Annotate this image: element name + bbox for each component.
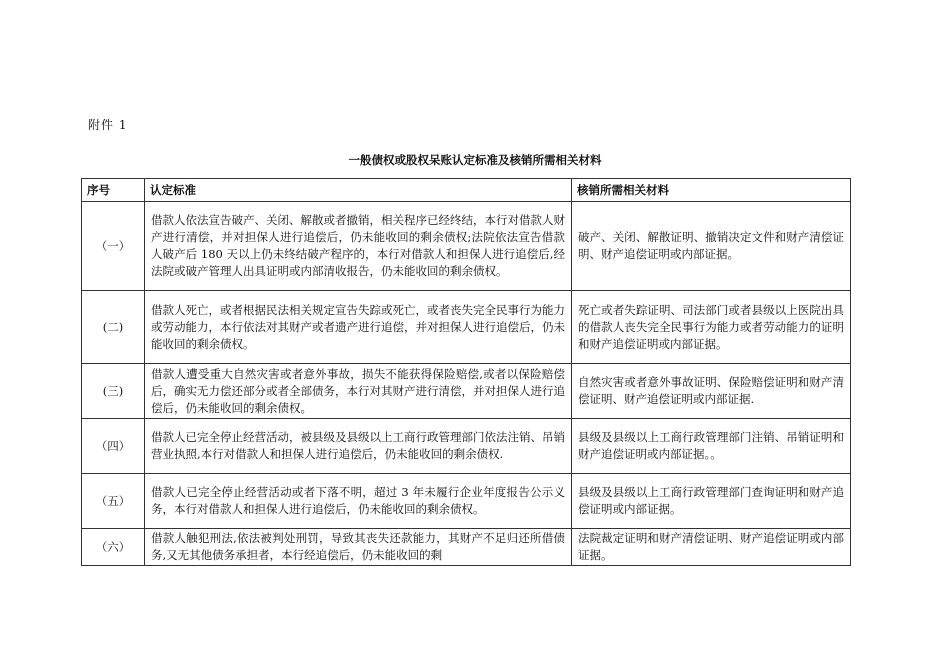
row-standard: 借款人依法宣告破产、关闭、解散或者撤销，相关程序已经终结，本行对借款人财产进行清偿，并对担保人进行追偿后，仍未能收回的剩余债权;法院依法宣告借款人破产后 180 天以上仍未终结破产程序的，本行对借款人和担保人进行追偿后,经法院或破产管理人出具证明或内部清收报告，仍未能收回的剩余债权。 bbox=[145, 202, 572, 291]
criteria-table bbox=[81, 178, 851, 566]
table-row bbox=[82, 364, 851, 419]
row-number: (三) bbox=[82, 364, 145, 419]
row-number: （一） bbox=[82, 202, 145, 291]
row-standard: 借款人已完全停止经营活动或者下落不明，超过 3 年未履行企业年度报告公示义务，本行对借款人和担保人进行追偿后，仍未能收回的剩余债权。 bbox=[145, 474, 572, 529]
table-row bbox=[82, 202, 851, 291]
row-materials: 死亡或者失踪证明、司法部门或者县级以上医院出具的借款人丧失完全民事行为能力或者劳动能力的证明和财产追偿证明或内部证据。 bbox=[572, 291, 851, 364]
header-standard: 认定标准 bbox=[145, 179, 572, 202]
row-materials: 破产、关闭、解散证明、撤销决定文件和财产清偿证明、财产追偿证明或内部证据。 bbox=[572, 202, 851, 291]
document-title: 一般债权或股权呆账认定标准及核销所需相关材料 bbox=[348, 153, 602, 167]
row-materials: 自然灾害或者意外事故证明、保险赔偿证明和财产清偿证明、财产追偿证明或内部证据. bbox=[572, 364, 851, 419]
table-row bbox=[82, 474, 851, 529]
table-row bbox=[82, 529, 851, 566]
row-materials: 县级及县级以上工商行政管理部门注销、吊销证明和财产追偿证明或内部证据。。 bbox=[572, 419, 851, 474]
row-materials: 法院裁定证明和财产清偿证明、财产追偿证明或内部证据。 bbox=[572, 529, 851, 566]
row-number: （四） bbox=[82, 419, 145, 474]
row-standard bbox=[145, 529, 572, 566]
table-header-row bbox=[82, 179, 851, 202]
row-number: （六） bbox=[82, 529, 145, 566]
table-row bbox=[82, 291, 851, 364]
row-materials: 县级及县级以上工商行政管理部门查询证明和财产追偿证明或内部证据。 bbox=[572, 474, 851, 529]
header-materials: 核销所需相关材料 bbox=[572, 179, 851, 202]
attachment-label: 附件 1 bbox=[88, 118, 128, 132]
header-number: 序号 bbox=[82, 179, 145, 202]
row-number: (二) bbox=[82, 291, 145, 364]
table-row bbox=[82, 419, 851, 474]
row-standard: 借款人死亡，或者根据民法相关规定宣告失踪或死亡，或者丧失完全民事行为能力或劳动能力，本行依法对其财产或者遗产进行追偿，并对担保人进行追偿后，仍未能收回的剩余债权。 bbox=[145, 291, 572, 364]
row-number: （五） bbox=[82, 474, 145, 529]
row-standard: 借款人已完全停止经营活动，被县级及县级以上工商行政管理部门依法注销、吊销营业执照,本行对借款人和担保人进行追偿后，仍未能收回的剩余债权. bbox=[145, 419, 572, 474]
row-standard: 借款人遭受重大自然灾害或者意外事故，损失不能获得保险赔偿,或者以保险赔偿后，确实无力偿还部分或者全部债务，本行对其财产进行清偿，并对担保人进行追偿后，仍未能收回的剩余债权。 bbox=[145, 364, 572, 419]
row-standard-text: 借款人触犯刑法,依法被判处刑罚，导致其丧失还款能力，其财产不足归还所借债务,又无其他债务承担者，本行经追偿后，仍未能收回的剩 bbox=[151, 531, 565, 562]
